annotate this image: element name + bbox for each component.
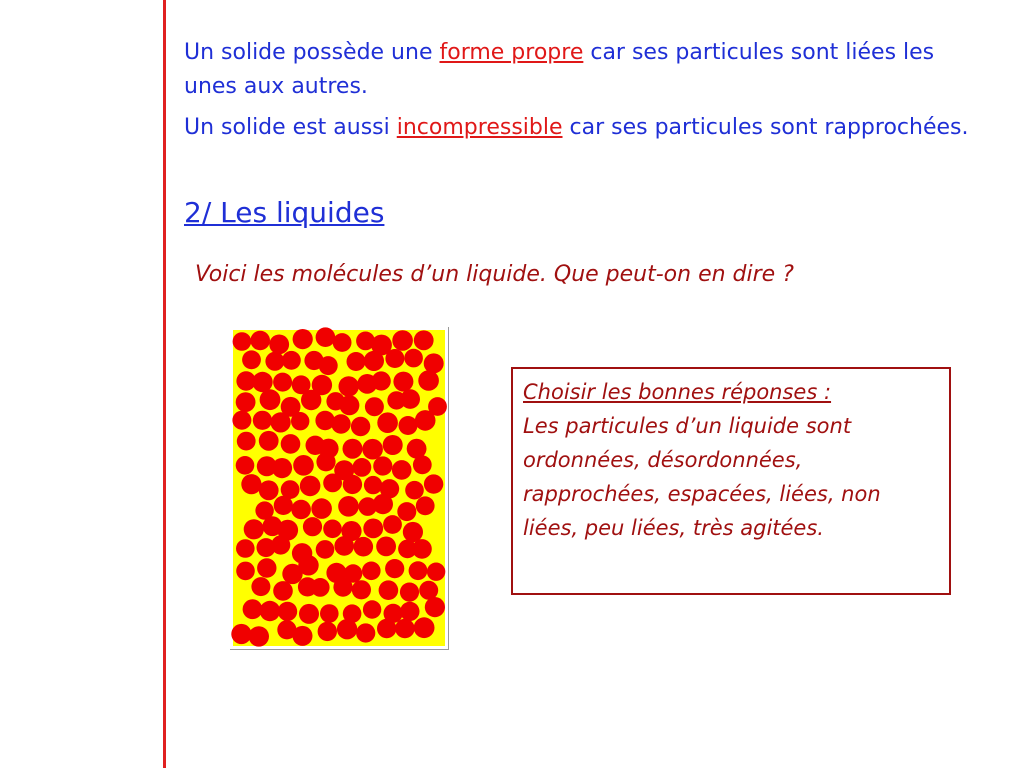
molecule — [376, 537, 396, 557]
molecule — [373, 494, 393, 514]
molecule — [385, 349, 404, 368]
answer-box — [511, 367, 951, 595]
molecule — [271, 535, 290, 554]
molecule — [323, 520, 342, 539]
molecule — [269, 335, 289, 355]
molecule — [243, 599, 263, 619]
incompressible-text-after: car ses particules sont rapprochées. — [562, 115, 969, 140]
molecule — [354, 537, 374, 557]
molecule — [392, 460, 412, 480]
molecule — [400, 583, 419, 602]
molecule — [356, 623, 375, 642]
molecule — [413, 455, 432, 474]
molecule — [362, 439, 383, 460]
molecule — [259, 480, 279, 500]
molecule — [236, 562, 255, 581]
molecule — [363, 600, 381, 618]
molecule — [372, 371, 391, 390]
molecule — [232, 411, 251, 430]
molecule — [293, 626, 313, 646]
molecule — [293, 455, 314, 476]
molecule — [260, 601, 280, 621]
molecule — [316, 540, 335, 559]
molecule — [385, 559, 404, 578]
molecule — [364, 351, 384, 371]
molecule — [236, 456, 255, 475]
molecule — [415, 410, 436, 431]
molecule — [400, 389, 420, 409]
molecule — [404, 349, 423, 368]
molecule — [311, 578, 330, 597]
molecule — [427, 563, 445, 581]
molecule — [311, 498, 332, 519]
molecule — [249, 626, 269, 646]
molecule — [281, 434, 301, 454]
molecule — [343, 475, 362, 494]
molecule — [331, 414, 350, 433]
molecule — [231, 624, 251, 644]
molecule — [337, 619, 357, 639]
molecule — [265, 352, 284, 371]
molecule — [334, 536, 354, 556]
molecule — [253, 411, 272, 430]
keyword-forme-propre: forme propre — [439, 40, 584, 65]
molecule — [403, 522, 423, 542]
molecule — [339, 395, 359, 415]
molecule — [273, 581, 293, 601]
molecule — [236, 539, 255, 558]
solid-shape-text-after: car ses particules sont liées les unes aux autres. — [184, 40, 935, 99]
molecule — [244, 519, 264, 539]
molecule — [414, 330, 434, 350]
answer-box-title: Choisir les bonnes réponses : — [523, 380, 832, 404]
keyword-incompressible: incompressible — [396, 115, 563, 140]
molecule — [236, 392, 256, 412]
molecule — [293, 329, 313, 349]
molecule — [242, 350, 261, 369]
molecule — [339, 376, 359, 396]
molecule — [424, 474, 443, 493]
molecule — [319, 356, 338, 375]
molecule — [416, 496, 435, 515]
margin-line — [163, 0, 166, 768]
molecule — [301, 390, 321, 410]
molecule — [333, 578, 352, 597]
molecule — [412, 539, 432, 559]
paragraph-solid-incompressible — [184, 111, 984, 145]
molecules-canvas — [230, 327, 448, 649]
paragraph-solid-shape — [184, 36, 984, 104]
molecule — [373, 456, 392, 475]
molecule — [377, 619, 396, 638]
molecule — [400, 602, 419, 621]
molecule — [383, 515, 402, 534]
molecule — [379, 580, 399, 600]
molecule — [318, 622, 337, 641]
molecule — [299, 604, 319, 624]
molecule — [393, 372, 413, 392]
molecule — [333, 333, 352, 352]
answer-box-text: Les particules d’un liquide sont ordonnées, désordonnées, rapprochées, espacées, liées, non liées, peu liées, très agitées. — [523, 414, 881, 540]
molecule — [363, 519, 383, 539]
solid-shape-text-before: Un solide possède une — [184, 40, 440, 65]
molecule — [259, 431, 279, 451]
molecule — [250, 331, 270, 351]
molecule — [291, 500, 311, 520]
molecule — [419, 581, 438, 600]
molecule — [241, 474, 261, 494]
molecule — [316, 452, 335, 471]
molecule — [395, 619, 415, 639]
molecule — [251, 577, 270, 596]
molecule — [418, 370, 439, 391]
molecule — [316, 327, 336, 347]
molecule — [257, 558, 276, 577]
molecule — [320, 604, 339, 623]
liquid-molecules-illustration — [230, 327, 449, 650]
molecule — [399, 416, 418, 435]
molecule — [271, 412, 291, 432]
section-heading-liquids: 2/ Les liquides — [184, 196, 385, 229]
molecule — [338, 496, 359, 517]
molecule — [351, 417, 370, 436]
molecule — [377, 412, 398, 433]
molecule — [392, 330, 413, 351]
molecule — [343, 439, 363, 459]
molecule — [323, 474, 342, 493]
molecule — [364, 476, 382, 494]
molecule — [353, 458, 372, 477]
molecule — [414, 617, 435, 638]
molecule — [282, 351, 301, 370]
molecule — [397, 502, 416, 521]
molecule — [237, 432, 256, 451]
molecule — [291, 412, 309, 430]
molecule — [347, 352, 366, 371]
molecule — [272, 458, 292, 478]
molecule — [362, 562, 381, 581]
molecule — [303, 517, 322, 536]
molecule — [365, 397, 384, 416]
molecule — [425, 597, 445, 617]
molecule — [300, 476, 321, 497]
molecule — [252, 372, 272, 392]
incompressible-text-before: Un solide est aussi — [184, 115, 397, 140]
molecule — [352, 580, 371, 599]
question-text: Voici les molécules d’un liquide. Que peut-on en dire ? — [195, 262, 794, 287]
molecule — [278, 602, 297, 621]
molecule — [383, 435, 403, 455]
molecule — [273, 373, 292, 392]
molecule — [274, 496, 293, 515]
molecule — [298, 555, 318, 575]
molecule — [260, 389, 281, 410]
molecule — [409, 561, 428, 580]
molecule — [233, 332, 252, 351]
molecule — [405, 481, 424, 500]
